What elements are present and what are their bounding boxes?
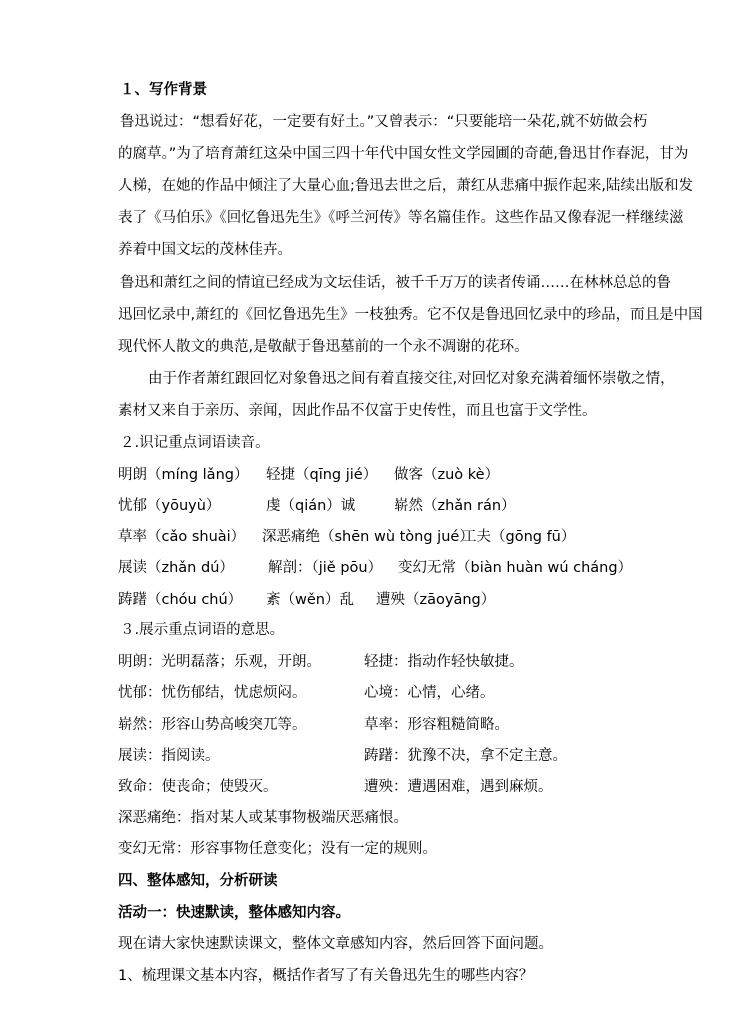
meaning-item: 忧郁：忧伤郁结，忧虑烦闷。 [118,685,307,701]
background-line: 的腐草。”为了培育萧红这朵中国三四十年代中国女性文学园圃的奇葩,鲁迅甘作春泥，甘为 [118,146,689,162]
background-line: 鲁迅说过：“想看好花，一定要有好土。”又曾表示：“只要能培一朵花,就不妨做会朽 [120,114,648,130]
pron-item: 轻捷（qīng jié） [266,467,378,483]
meaning-item: 崭然：形容山势高峻突兀等。 [118,717,307,733]
pron-item: 忧郁（yōuyù） [118,498,221,514]
meaning-item: 踌躇：犹豫不决，拿不定主意。 [364,748,567,764]
activity-question: 1、梳理课文基本内容，概括作者写了有关鲁迅先生的哪些内容？ [118,968,534,984]
pron-item: 解剖：（jiě pōu） [268,560,383,576]
background-line: 养着中国文坛的茂林佳卉。 [118,242,292,258]
background-line: 现代怀人散文的典范,是敬献于鲁迅墓前的一个永不凋谢的花环。 [118,339,529,355]
pron-item: 踌躇（chóu chú） [118,592,243,608]
pron-item: 明朗（míng lǎng） [118,467,249,483]
pron-item: 草率（cǎo shuài） [118,529,246,545]
pron-item: 深恶痛绝（shēn wù tòng jué） [262,529,474,545]
activity-heading: 活动一：快速默读，整体感知内容。 [118,905,350,921]
background-line: 人梯，在她的作品中倾注了大量心血;鲁迅去世之后，萧红从悲痛中振作起来,陆续出版和发 [118,178,693,194]
background-line: 迅回忆录中,萧红的《回忆鲁迅先生》一枝独秀。它不仅是鲁迅回忆录中的珍品，而且是中国 [118,307,703,323]
pron-item: 遭殃（zāoyāng） [376,592,496,608]
meaning-item: 深恶痛绝：指对某人或某事物极端厌恶痛恨。 [118,810,408,826]
section-heading-pronunciation: ２.识记重点词语读音。 [120,435,270,451]
pron-item: 做客（zuò kè） [394,467,500,483]
section-heading-part4: 四、整体感知，分析研读 [118,873,278,889]
pron-item: 崭然（zhǎn rán） [394,498,516,514]
pron-item: 展读（zhǎn dú） [118,560,234,576]
section-heading-background: １、写作背景 [120,82,207,98]
meaning-item: 致命：使丧命；使毁灭。 [118,779,278,795]
pron-item: 虔（qián）诚 [266,498,356,514]
section-heading-meanings: ３.展示重点词语的意思。 [120,622,285,638]
meaning-item: 展读：指阅读。 [118,748,220,764]
pron-item: 变幻无常（biàn huàn wú cháng） [398,560,633,576]
background-line: 由于作者萧红跟回忆对象鲁迅之间有着直接交往,对回忆对象充满着缅怀崇敬之情， [148,371,675,387]
background-line: 素材又来自于亲历、亲闻，因此作品不仅富于史传性，而且也富于文学性。 [118,403,597,419]
meaning-item: 变幻无常：形容事物任意变化；没有一定的规则。 [118,841,437,857]
meaning-item: 遭殃：遭遇困难，遇到麻烦。 [364,779,553,795]
pron-item: 紊（wěn）乱 [266,592,354,608]
meaning-item: 轻捷：指动作轻快敏捷。 [364,654,524,670]
meaning-item: 明朗：光明磊落；乐观，开朗。 [118,654,321,670]
background-line: 表了《马伯乐》《回忆鲁迅先生》《呼兰河传》等名篇佳作。这些作品又像春泥一样继续滋 [118,210,684,226]
background-line: 鲁迅和萧红之间的情谊已经成为文坛佳话，被千千万万的读者传诵……在林林总总的鲁 [120,275,671,291]
activity-intro: 现在请大家快速默读课文，整体文章感知内容，然后回答下面问题。 [118,936,553,952]
pron-item: 工夫（gōng fū） [462,529,576,545]
meaning-item: 心境：心情，心绪。 [364,685,495,701]
meaning-item: 草率：形容粗糙简略。 [364,717,509,733]
